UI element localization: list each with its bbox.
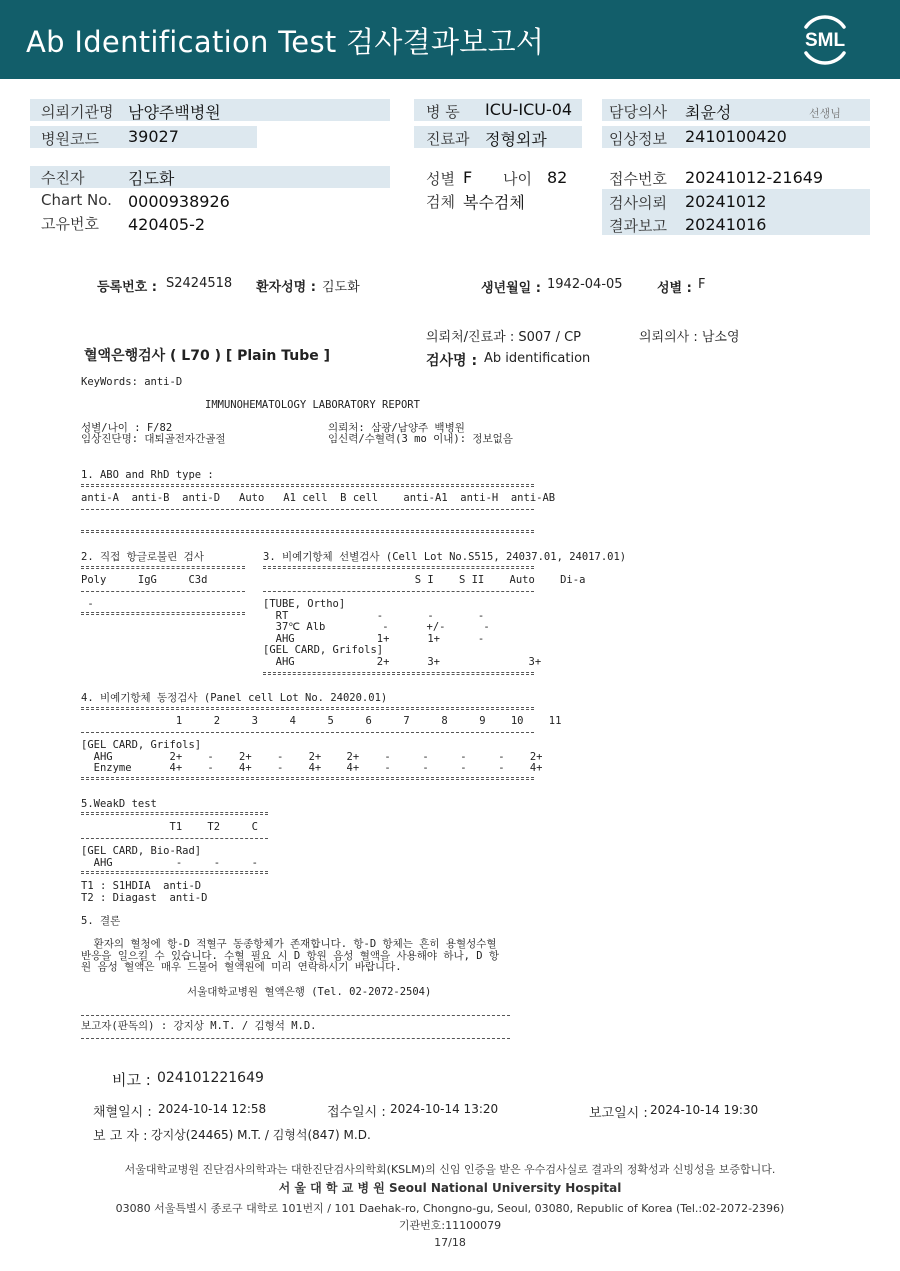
req-date-label: 검사의뢰 — [609, 194, 667, 212]
age-value: 82 — [547, 168, 568, 187]
name-value: 김도화 — [322, 280, 360, 295]
s2-title: 2. 직접 항글로불린 검사 — [81, 551, 204, 563]
note-value: 024101221649 — [157, 1070, 264, 1086]
name-label: 환자성명 : — [256, 280, 316, 295]
dept-label: 진료과 — [426, 130, 470, 148]
scan-sex-label: 성별 : — [657, 281, 692, 296]
dept-value: 정형외과 — [485, 130, 547, 149]
conclusion-line: 환자의 혈청에 항-D 적혈구 동종항체가 존재합니다. 항-D 항체는 흔히 용혈성수혈 — [81, 938, 497, 950]
reporter: 보고자(판독의) : 강지상 M.T. / 김형석 M.D. — [81, 1020, 317, 1032]
report-header — [0, 0, 900, 79]
chart-value: 0000938926 — [128, 192, 230, 211]
report-date-label: 결과보고 — [609, 217, 667, 235]
dob-label: 생년월일 : — [481, 281, 541, 296]
patient-value: 김도화 — [128, 169, 175, 188]
report-title: IMMUNOHEMATOLOGY LABORATORY REPORT — [205, 399, 420, 411]
table-row: 37℃ Alb - +/- - — [263, 621, 490, 633]
req-inst-value: 남양주백병원 — [128, 103, 221, 122]
table-row: AHG 1+ 1+ - — [263, 632, 485, 645]
table-row: [GEL CARD, Bio-Rad] — [81, 845, 202, 857]
note-label: 비고 : — [112, 1071, 151, 1089]
req-doctor: 의뢰의사 : 남소영 — [639, 330, 740, 345]
s4-title: 4. 비예기항체 동정검사 (Panel cell Lot No. 24020.01) — [81, 692, 388, 704]
table-row: [GEL CARD, Grifols] — [263, 644, 384, 656]
age-label: 나이 — [503, 170, 532, 188]
chart-label: Chart No. — [41, 191, 112, 209]
collect-value: 2024-10-14 12:58 — [158, 1102, 267, 1116]
reg-label: 등록번호 : — [97, 280, 157, 295]
exam-title: 혈액은행검사 ( L70 ) [ Plain Tube ] — [84, 348, 331, 364]
s3-title: 3. 비예기항체 선별검사 (Cell Lot No.S515, 24037.01, 24017.01) — [263, 551, 627, 563]
logo-text: SML — [804, 30, 846, 51]
table-row: AHG 2+ 3+ 3+ — [263, 655, 542, 668]
hosp-code-value: 39027 — [128, 127, 179, 146]
s2-value: - — [81, 598, 94, 610]
diagnosis: 임상진단명: 대퇴골전자간골절 — [81, 433, 226, 445]
specimen-value: 복수검체 — [463, 193, 525, 212]
s5-header: T1 T2 C — [81, 821, 259, 833]
s2-header: Poly IgG C3d — [81, 574, 208, 586]
sex-label: 성별 — [426, 170, 455, 188]
page-number: 17/18 — [434, 1236, 466, 1249]
sex-value: F — [463, 168, 473, 187]
collect-label: 채혈일시 : — [93, 1105, 152, 1120]
dob-value: 1942-04-05 — [547, 277, 623, 292]
footer-certification: 서울대학교병원 진단검사의학과는 대한진단검사의학회(KSLM)의 신임 인증을 받은 우수검사실로 결과의 정확성과 신빙성을 보증합니다. — [124, 1163, 776, 1176]
bank-line: 서울대학교병원 혈액은행 (Tel. 02-2072-2504) — [187, 986, 432, 998]
table-row: AHG 2+ - 2+ - 2+ 2+ - - - - 2+ — [81, 750, 543, 763]
requester: 의뢰처/진료과 : S007 / CP — [426, 330, 581, 345]
table-row: RT - - - — [263, 609, 485, 622]
conclusion-line: 원 음성 혈액은 매우 드물어 혈액원에 미리 연락하시기 바랍니다. — [81, 961, 402, 973]
exam-name-value: Ab identification — [484, 351, 591, 366]
clinical-label: 임상정보 — [609, 130, 667, 148]
sml-logo-icon — [796, 13, 854, 67]
ward-label: 병 동 — [426, 103, 460, 121]
s4-header: 1 2 3 4 5 6 7 8 9 10 11 — [81, 715, 562, 727]
page-title: Ab Identification Test 검사결과보고서 — [26, 25, 545, 59]
table-row: AHG - - - — [81, 856, 259, 869]
s6-title: 5. 결론 — [81, 915, 121, 927]
clinical-value: 2410100420 — [685, 127, 787, 146]
s3-header: S I S II Auto Di-a — [263, 574, 586, 586]
table-row: Enzyme 4+ - 4+ - 4+ 4+ - - - - 4+ — [81, 762, 543, 774]
doctor-label: 담당의사 — [609, 103, 667, 121]
reporters-label: 보 고 자 : — [93, 1129, 148, 1144]
req-inst-label: 의뢰기관명 — [41, 103, 114, 121]
reg-value: S2424518 — [166, 276, 233, 291]
footer-address: 03080 서울특별시 종로구 대학로 101번지 / 101 Daehak-ro, Chongno-gu, Seoul, 03080, Republic of Korea (Tel.:02-2072-2396) — [115, 1202, 785, 1215]
s5-title: 5.WeakD test — [81, 798, 157, 810]
report-value: 2024-10-14 19:30 — [650, 1103, 759, 1117]
s1-title: 1. ABO and RhD type : — [81, 469, 214, 481]
ward-value: ICU-ICU-04 — [485, 100, 573, 119]
scan-sex-value: F — [698, 277, 706, 292]
reporters-value: 강지상(24465) M.T. / 김형석(847) M.D. — [151, 1128, 371, 1142]
receive-value: 2024-10-14 13:20 — [390, 1102, 499, 1116]
pregnancy: 임신력/수혈력(3 mo 이내): 정보없음 — [328, 433, 513, 445]
keywords: KeyWords: anti-D — [81, 376, 183, 388]
s1-header: anti-A anti-B anti-D Auto A1 cell B cell anti-A1 anti-H anti-AB — [81, 492, 556, 504]
conclusion-line: 반응을 일으킬 수 있습니다. 수혈 필요 시 D 항원 음성 혈액을 사용해야 하나, D 항 — [81, 949, 500, 962]
specimen-label: 검체 — [426, 193, 455, 211]
table-row: [TUBE, Ortho] — [263, 598, 346, 610]
uid-value: 420405-2 — [128, 215, 206, 234]
table-row: [GEL CARD, Grifols] — [81, 739, 202, 751]
receipt-value: 20241012-21649 — [685, 168, 824, 187]
exam-name-label: 검사명 : — [426, 353, 478, 369]
note-line: T1 : S1HDIA anti-D — [81, 880, 202, 892]
note-line: T2 : Diagast anti-D — [81, 891, 208, 904]
hosp-code-label: 병원코드 — [41, 130, 99, 148]
receive-label: 접수일시 : — [327, 1105, 386, 1120]
footer-hospital: 서 울 대 학 교 병 원 Seoul National University Hospital — [278, 1181, 622, 1195]
footer-institution-code: 기관번호:11100079 — [398, 1219, 502, 1232]
doctor-value: 최윤성 — [685, 103, 732, 122]
report-date-value: 20241016 — [685, 215, 767, 234]
report-label: 보고일시 : — [589, 1106, 648, 1121]
uid-label: 고유번호 — [41, 215, 99, 233]
doctor-suffix: 선생님 — [809, 107, 841, 120]
patient-label: 수진자 — [41, 169, 85, 187]
receipt-label: 접수번호 — [609, 170, 667, 188]
sex-age: 성별/나이 : F/82 — [81, 422, 173, 434]
req-place: 의뢰처: 삼광/남양주 백병원 — [328, 422, 465, 434]
req-date-value: 20241012 — [685, 192, 767, 211]
